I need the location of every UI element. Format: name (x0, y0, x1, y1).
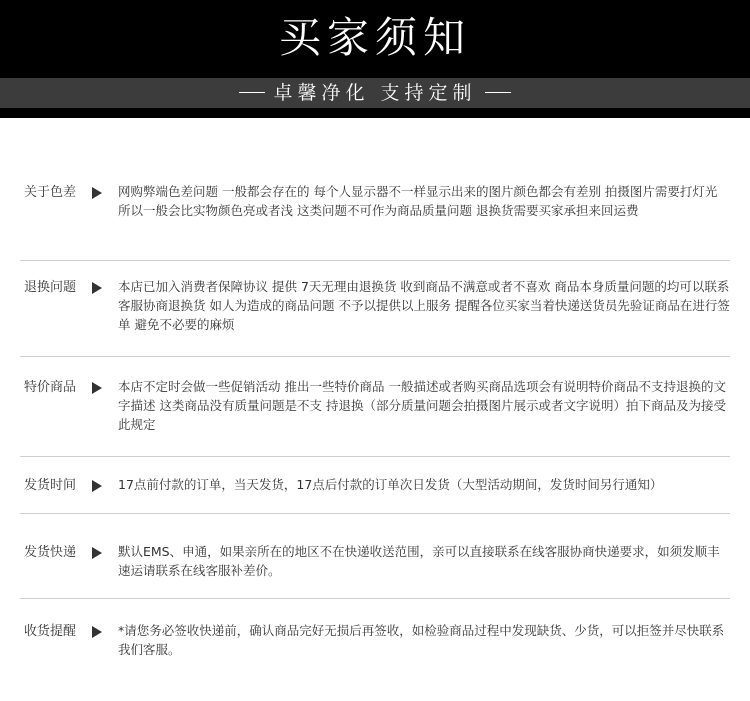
arrow-right-icon (92, 626, 102, 638)
section-text: 17点前付款的订单，当天发货，17点后付款的订单次日发货（大型活动期间，发货时间另行通知） (118, 477, 663, 492)
divider (20, 513, 730, 514)
section-text: *请您务必签收快递前，确认商品完好无损后再签收，如检验商品过程中发现缺货、少货，可以拒签并尽快联系我们客服。 (118, 623, 725, 657)
subtitle-bar (0, 78, 750, 108)
arrow-right-icon (92, 187, 102, 199)
page-title: 买家须知 (278, 13, 471, 62)
dash-right-icon (485, 92, 511, 93)
section-label: 发货时间 (24, 478, 77, 493)
subtitle (0, 78, 750, 108)
arrow-right-icon (92, 282, 102, 294)
subtitle-text: 卓馨净化 支持定制 (273, 82, 477, 104)
header-banner (0, 0, 750, 118)
section-label: 退换问题 (24, 280, 77, 295)
section-text: 本店不定时会做一些促销活动 推出一些特价商品 一般描述或者购买商品选项会有说明特价商品不支持退换的文字描述 这类商品没有质量问题是不支 持退换（部分质量问题会拍摄图片展示或者文字说明）拍下商品及为接受此规定 (118, 379, 726, 432)
section-text: 本店已加入消费者保障协议 提供 7天无理由退换货 收到商品不满意或者不喜欢 商品本身质量问题的均可以联系客服协商退换货 如人为造成的商品问题 不予以提供以上服务 提醒各位买家当着快递送货员先验证商品在进行签单 避免不必要的麻烦 (118, 279, 730, 332)
divider (20, 260, 730, 261)
section-label: 收货提醒 (24, 624, 77, 639)
section-text: 默认EMS、申通，如果亲所在的地区不在快递收送范围，亲可以直接联系在线客服协商快递要求，如须发顺丰速运请联系在线客服补差价。 (118, 544, 720, 578)
divider (20, 598, 730, 599)
divider (20, 356, 730, 357)
section-label: 特价商品 (24, 380, 77, 395)
arrow-right-icon (92, 547, 102, 559)
section-label: 发货快递 (24, 545, 77, 560)
dash-left-icon (239, 92, 265, 93)
section-text: 网购弊端色差问题 一般都会存在的 每个人显示器不一样显示出来的图片颜色都会有差别 拍摄图片需要打灯光 所以一般会比实物颜色亮或者浅 这类问题不可作为商品质量问题 退换货需要买家承担来回运费 (118, 184, 718, 218)
arrow-right-icon (92, 382, 102, 394)
arrow-right-icon (92, 480, 102, 492)
divider (20, 456, 730, 457)
section-label: 关于色差 (24, 185, 77, 200)
